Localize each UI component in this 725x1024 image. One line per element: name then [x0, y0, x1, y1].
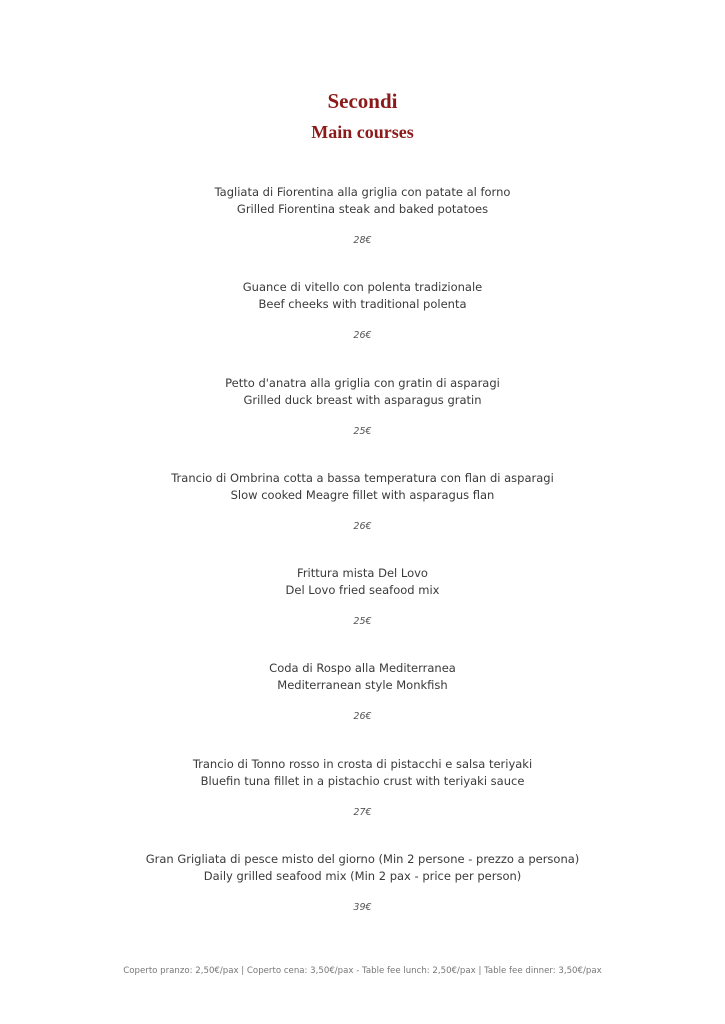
item-name-en: Grilled duck breast with asparagus gratin — [243, 392, 482, 407]
item-name-it: Trancio di Ombrina cotta a bassa temperatura con flan di asparagi — [171, 470, 554, 485]
item-name-en: Mediterranean style Monkfish — [277, 678, 448, 693]
item-price: 28€ — [353, 235, 372, 246]
menu-item — [0, 279, 725, 374]
item-price: 25€ — [353, 425, 372, 437]
menu-item — [0, 184, 725, 279]
item-price: 27€ — [353, 806, 372, 818]
item-name-en: Del Lovo fried seafood mix — [285, 583, 440, 598]
item-price: 25€ — [353, 616, 372, 628]
menu-item — [0, 565, 725, 660]
item-price: 26€ — [353, 330, 372, 342]
item-name-en: Grilled Fiorentina steak and baked potatoes — [236, 202, 489, 216]
item-price: 39€ — [353, 902, 372, 914]
item-name-en: Beef cheeks with traditional polenta — [258, 297, 467, 312]
item-name-it: Petto d'anatra alla griglia con gratin di asparagi — [225, 375, 500, 390]
menu-list — [0, 184, 725, 946]
section-subtitle: Main courses — [311, 122, 414, 142]
item-price: 26€ — [353, 520, 372, 532]
item-name-en: Daily grilled seafood mix (Min 2 pax - price per person) — [203, 869, 522, 884]
menu-item — [0, 470, 725, 565]
menu-item — [0, 851, 725, 946]
item-name-en: Slow cooked Meagre fillet with asparagus flan — [230, 487, 495, 502]
menu-item — [0, 756, 725, 851]
item-name-en: Bluefin tuna fillet in a pistachio crust with teriyaki sauce — [200, 773, 525, 788]
section-title: Secondi — [327, 89, 398, 113]
menu-item — [0, 375, 725, 470]
table-fee-note: Coperto pranzo: 2,50€/pax | Coperto cena: 3,50€/pax - Table fee lunch: 2,50€/pax | Table fee dinner: 3,50€/pax — [123, 966, 602, 976]
item-price: 26€ — [353, 711, 372, 723]
item-name-it: Frittura mista Del Lovo — [297, 566, 428, 581]
item-name-it: Guance di vitello con polenta tradizionale — [242, 280, 483, 295]
menu-item — [0, 660, 725, 755]
item-name-it: Gran Grigliata di pesce misto del giorno (Min 2 persone - prezzo a persona) — [145, 852, 580, 867]
item-name-it: Tagliata di Fiorentina alla griglia con patate al forno — [214, 185, 511, 199]
item-name-it: Trancio di Tonno rosso in crosta di pistacchi e salsa teriyaki — [192, 756, 533, 771]
item-name-it: Coda di Rospo alla Mediterranea — [269, 661, 456, 676]
